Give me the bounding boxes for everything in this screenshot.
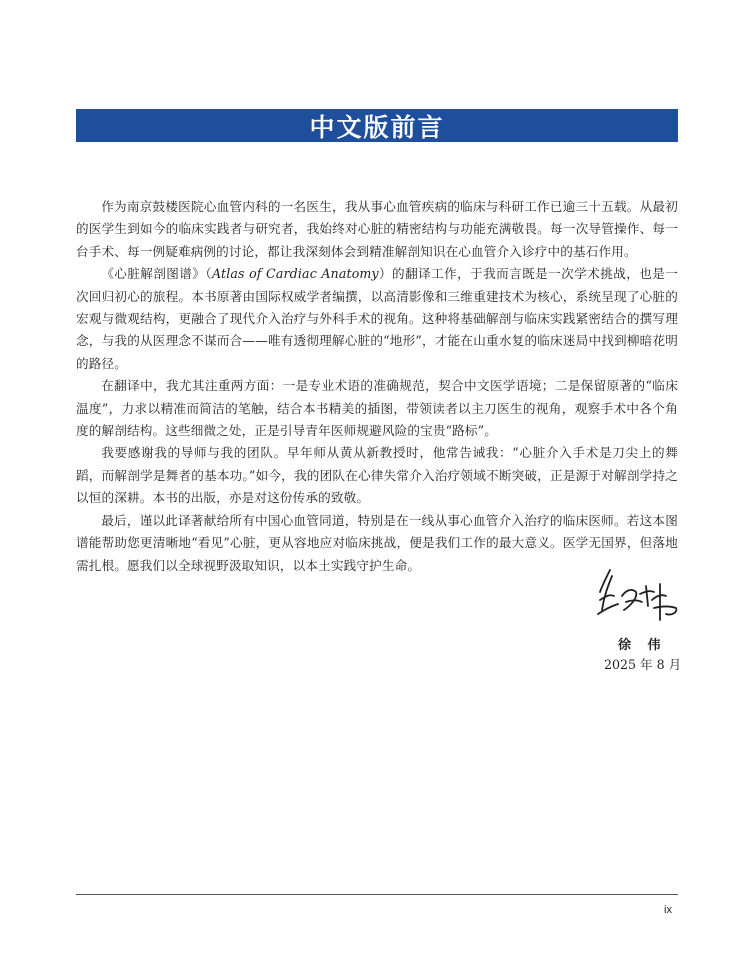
paragraph-2-rest: ）的翻译工作，于我而言既是一次学术挑战，也是一次回归初心的旅程。本书原著由国际权威学者编撰，以高清影像和三维重建技术为核心，系统呈现了心脏的宏观与微观结构，更融合了现代介入治疗与外科手术的视角。这种将基础解剖与临床实践紧密结合的撰写理念，与我的从医理念不谋而合——唯有透彻理解心脏的“地形”，才能在山重水复的临床迷局中找到柳暗花明的路径。 [76,266,678,371]
paragraph-2-start: 《心脏解剖图谱》（ [101,266,212,282]
paragraph-4: 我要感谢我的导师与我的团队。早年师从黄从新教授时，他常告诫我：“心脏介入手术是刀尖上的舞蹈，而解剖学是舞者的基本功。”如今，我的团队在心律失常介入治疗领域不断突破，正是源于对解剖学持之以恒的深耕。本书的出版，亦是对这份传承的致敬。 [76,445,678,506]
handwritten-signature [596,566,682,622]
book-title-english: Atlas of Cardiac Anatomy [211,266,379,282]
signoff-date: 2025 年 8 月 [604,657,682,672]
page-number: ix [664,904,672,916]
signer-name: 徐 伟 [618,638,667,653]
paragraph-5: 最后，谨以此译著献给所有中国心血管同道，特别是在一线从事心血管介入治疗的临床医师。若这本图谱能帮助您更清晰地“看见”心脏，更从容地应对临床挑战，便是我们工作的最大意义。医学无国界，但落地需扎根。愿我们以全球视野汲取知识，以本土实践守护生命。 [76,512,678,573]
footer-divider [76,894,678,895]
title-banner [76,109,678,142]
paragraph-2 [76,263,678,375]
paragraph-1: 作为南京鼓楼医院心血管内科的一名医生，我从事心血管疾病的临床与科研工作已逾三十五载。从最初的医学生到如今的临床实践者与研究者，我始终对心脏的精密结构与功能充满敬畏。每一次导管操作、每一台手术、每一例疑难病例的讨论，都让我深刻体会到精准解剖知识在心血管介入诊疗中的基石作用。 [76,199,678,259]
page-title: 中文版前言 [309,112,445,142]
paragraph-3: 在翻译中，我尤其注重两方面：一是专业术语的准确规范，契合中文医学语境；二是保留原著的“临床温度”，力求以精准而简洁的笔触，结合本书精美的插图，带领读者以主刀医生的视角，观察手术中各个角度的解剖结构。这些细微之处，正是引导青年医师规避风险的宝贵“路标”。 [76,378,678,439]
preface-body [76,196,678,577]
